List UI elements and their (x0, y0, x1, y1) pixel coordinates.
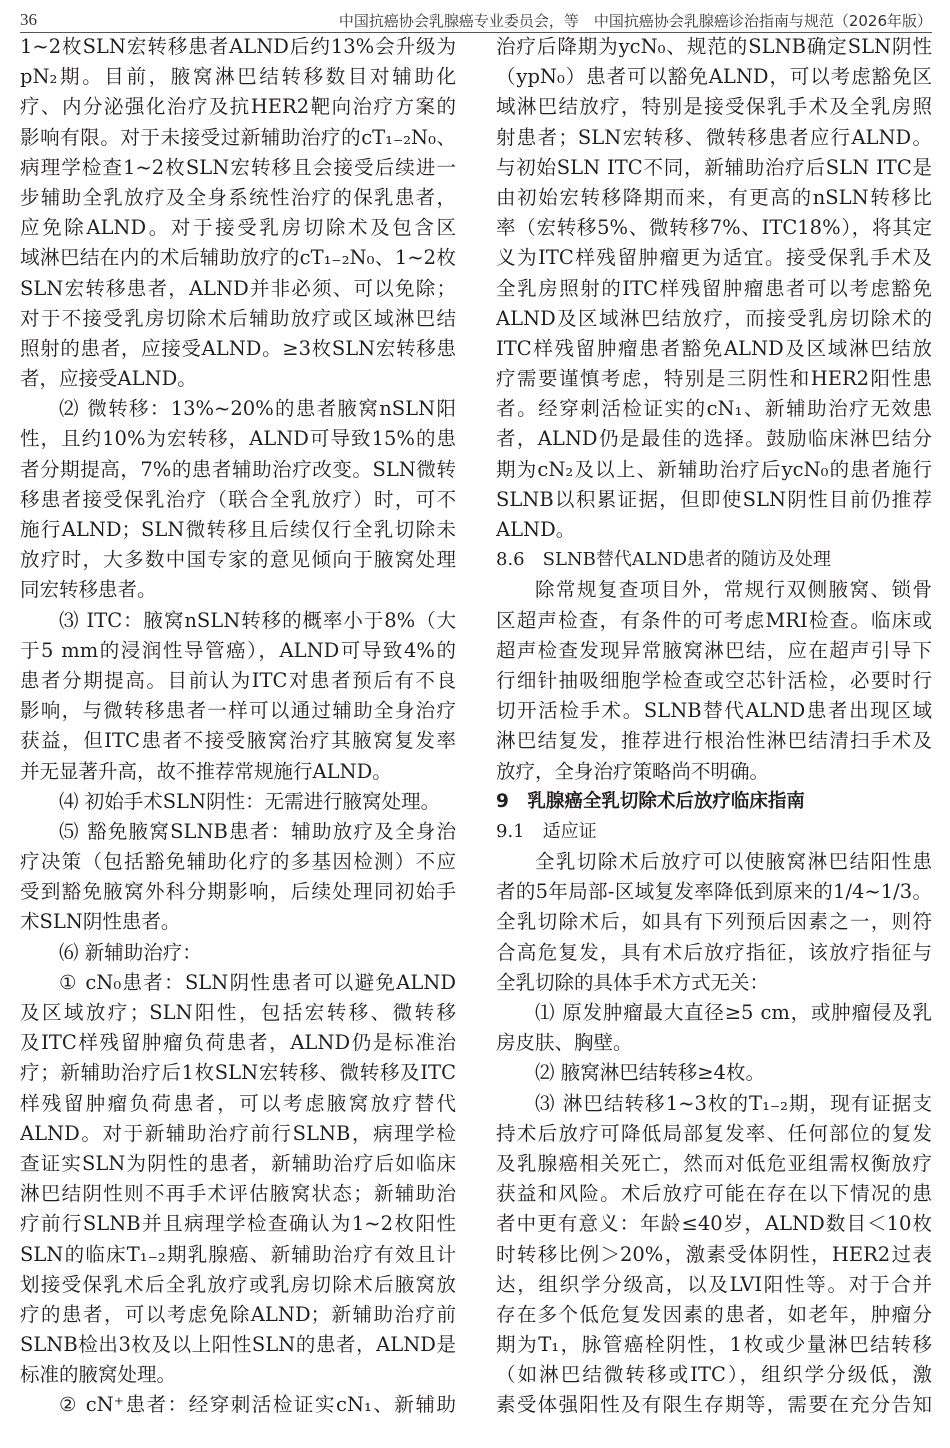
text-line: SLN的临床T₁₋₂期乳腺癌、新辅助治疗有效且计 (20, 1242, 456, 1266)
running-header (20, 6, 932, 33)
text-line: 行细针抽吸细胞学检查或空芯针活检，必要时行 (496, 668, 932, 692)
text-line: ⑹ 新辅助治疗： (59, 940, 202, 964)
text-line: 获益，但ITC患者不接受腋窝治疗其腋窝复发率 (20, 729, 456, 753)
text-line: 及乳腺癌相关死亡，然而对低危亚组需权衡放疗 (496, 1151, 932, 1175)
text-line: ⑶ 淋巴结转移1~3枚的T₁₋₂期，现有证据支 (535, 1091, 932, 1115)
text-line: 淋巴结阴性则不再手术评估腋窝状态；新辅助治 (20, 1182, 456, 1206)
text-line: 放疗，全身治疗策略尚不明确。 (496, 759, 770, 783)
text-line: ② cN⁺患者：经穿刺活检证实cN₁、新辅助 (59, 1393, 456, 1417)
text-line: ① cN₀患者：SLN阴性患者可以避免ALND (59, 970, 456, 994)
text-line: 及ITC样残留肿瘤负荷患者，ALND仍是标准治 (20, 1031, 456, 1055)
text-line: 全乳切除的具体手术方式无关： (496, 970, 770, 994)
text-line: 获益和风险。术后放疗可能在存在以下情况的患 (496, 1182, 932, 1206)
text-line: 超声检查发现异常腋窝淋巴结，应在超声引导下 (496, 638, 932, 662)
text-line: ⑷ 初始手术SLN阴性：无需进行腋窝处理。 (59, 789, 441, 813)
subsection-heading: 9.1 适应证 (496, 820, 597, 842)
text-line: 患者分期提高。目前认为ITC对患者预后有不良 (20, 668, 456, 692)
text-line: 域淋巴结放疗，特别是接受保乳手术及全乳房照 (496, 95, 932, 119)
text-line: 于5 mm的浸润性导管癌），ALND可导致4%的 (20, 638, 456, 662)
text-line: 者。经穿刺活检证实的cN₁、新辅助治疗无效患 (496, 397, 932, 421)
text-line: 病理学检查1~2枚SLN宏转移且会接受后续进一 (20, 155, 456, 179)
text-line: 标准的腋窝处理。 (20, 1363, 177, 1387)
text-line: 合高危复发，具有术后放疗指征，该放疗指征与 (496, 940, 932, 964)
page-number: 36 (20, 10, 37, 29)
text-line: 全乳房照射的ITC样残留肿瘤患者可以考虑豁免 (496, 276, 932, 300)
text-line: 区超声检查，有条件的可考虑MRI检查。临床或 (496, 608, 932, 632)
text-line: 时转移比例＞20%，激素受体阴性，HER2过表 (496, 1242, 932, 1266)
text-line: 术SLN阴性患者。 (20, 910, 181, 934)
subsection-heading: 8.6 SLNB替代ALND患者的随访及处理 (496, 549, 832, 571)
text-line: 者，应接受ALND。 (20, 367, 197, 391)
text-line: SLNB以积累证据，但即使SLN阴性目前仍推荐 (496, 487, 932, 511)
text-line: 移患者接受保乳治疗（联合全乳放疗）时，可不 (20, 487, 456, 511)
text-line: 者中更有意义：年龄≤40岁，ALND数目＜10枚 (496, 1212, 932, 1236)
text-line: ⑴ 原发肿瘤最大直径≥5 cm，或肿瘤侵及乳 (535, 1001, 932, 1024)
text-line: 者，ALND仍是最佳的选择。鼓励临床淋巴结分 (496, 427, 932, 451)
right-column (496, 32, 932, 1421)
text-line: 放疗时，大多数中国专家的意见倾向于腋窝处理 (20, 548, 456, 572)
text-line: 期为cN₂及以上、新辅助治疗后ycN₀的患者施行 (496, 457, 932, 481)
text-line: 与初始SLN ITC不同，新辅助治疗后SLN ITC是 (496, 155, 932, 179)
text-line: 划接受保乳术后全乳放疗或乳房切除术后腋窝放 (20, 1272, 456, 1296)
text-line: 义为ITC样残留肿瘤更为适宜。接受保乳手术及 (496, 246, 932, 270)
text-line: pN₂期。目前，腋窝淋巴结转移数目对辅助化 (20, 65, 456, 89)
running-title: 中国抗癌协会乳腺癌专业委员会，等 中国抗癌协会乳腺癌诊治指南与规范（2026年版） (338, 12, 932, 30)
text-line: 施行ALND；SLN微转移且后续仅行全乳切除未 (20, 518, 456, 541)
text-line: 1~2枚SLN宏转移患者ALND后约13%会升级为 (20, 35, 456, 58)
text-line: ⑶ ITC：腋窝nSLN转移的概率小于8%（大 (59, 608, 456, 632)
text-line: 者分期提高，7%的患者辅助治疗改变。SLN微转 (20, 457, 456, 481)
text-line: 房皮肤、胸壁。 (496, 1031, 633, 1055)
text-line: 疗、内分泌强化治疗及抗HER2靶向治疗方案的 (20, 95, 456, 119)
text-line: 样残留肿瘤负荷患者，可以考虑腋窝放疗替代 (20, 1091, 456, 1115)
text-line: ALND及区域淋巴结放疗，而接受乳房切除术的 (496, 306, 932, 330)
text-line: SLN宏转移患者，ALND并非必须、可以免除； (20, 276, 456, 300)
text-line: SLNB检出3枚及以上阳性SLN的患者，ALND是 (20, 1333, 456, 1357)
text-line: 疗前行SLNB并且病理学检查确认为1~2枚阳性 (20, 1212, 456, 1236)
text-line: 疗决策（包括豁免辅助化疗的多基因检测）不应 (20, 850, 456, 874)
text-line: 由初始宏转移降期而来，有更高的nSLN转移比 (496, 185, 932, 209)
text-line: 疗的患者，可以考虑免除ALND；新辅助治疗前 (20, 1302, 456, 1326)
text-line: 对于不接受乳房切除术后辅助放疗或区域淋巴结 (20, 306, 456, 330)
text-line: 同宏转移患者。 (20, 578, 157, 602)
text-line: 持术后放疗可降低局部复发率、任何部位的复发 (496, 1121, 932, 1145)
text-line: 域淋巴结在内的术后辅助放疗的cT₁₋₂N₀、1~2枚 (20, 246, 456, 270)
text-line: ALND。 (496, 518, 576, 541)
text-line: 存在多个低危复发因素的患者，如老年，肿瘤分 (496, 1302, 932, 1326)
text-line: 并无显著升高，故不推荐常规施行ALND。 (20, 759, 392, 783)
text-line: （ypN₀）患者可以豁免ALND，可以考虑豁免区 (496, 65, 932, 89)
text-line: 全乳切除术后，如具有下列预后因素之一，则符 (496, 910, 932, 934)
text-line: ITC样残留肿瘤患者豁免ALND及区域淋巴结放 (496, 336, 932, 360)
text-line: 达，组织学分级高，以及LVI阳性等。对于合并 (496, 1272, 932, 1296)
text-line: 除常规复查项目外，常规行双侧腋窝、锁骨 (535, 578, 932, 602)
text-line: 应免除ALND。对于接受乳房切除术及包含区 (20, 216, 456, 240)
text-line: 射患者；SLN宏转移、微转移患者应行ALND。 (496, 125, 932, 149)
text-line: 疗；新辅助治疗后1枚SLN宏转移、微转移及ITC (20, 1061, 456, 1085)
text-line: 疗需要谨慎考虑，特别是三阴性和HER2阳性患 (496, 367, 932, 391)
text-line: 切开活检手术。SLNB替代ALND患者出现区域 (496, 699, 932, 723)
text-line: 受到豁免腋窝外科分期影响，后续处理同初始手 (20, 880, 456, 904)
text-line: ⑵ 微转移：13%~20%的患者腋窝nSLN阳 (59, 397, 456, 421)
text-line: 素受体强阳性及有限生存期等，需要在充分告知 (496, 1393, 932, 1417)
text-line: ⑵ 腋窝淋巴结转移≥4枚。 (535, 1061, 765, 1085)
text-line: 期为T₁，脉管癌栓阴性，1枚或少量淋巴结转移 (496, 1333, 932, 1357)
text-line: 性，且约10%为宏转移，ALND可导致15%的患 (20, 427, 456, 451)
text-line: 查证实SLN为阴性的患者，新辅助治疗后如临床 (20, 1151, 456, 1175)
text-line: ALND。对于新辅助治疗前行SLNB，病理学检 (20, 1121, 456, 1145)
text-line: 影响，与微转移患者一样可以通过辅助全身治疗 (20, 699, 456, 723)
text-line: 治疗后降期为ycN₀、规范的SLNB确定SLN阴性 (496, 35, 932, 58)
text-line: 步辅助全乳放疗及全身系统性治疗的保乳患者， (20, 185, 456, 209)
text-line: （如淋巴结微转移或ITC），组织学分级低，激 (496, 1363, 932, 1387)
text-line: 及区域放疗；SLN阳性，包括宏转移、微转移 (20, 1001, 456, 1024)
section-heading: 9 乳腺癌全乳切除术后放疗临床指南 (496, 790, 805, 812)
text-line: 影响有限。对于未接受过新辅助治疗的cT₁₋₂N₀、 (20, 125, 456, 149)
text-line: 照射的患者，应接受ALND。≥3枚SLN宏转移患 (20, 336, 456, 360)
text-line: 率（宏转移5%、微转移7%、ITC18%），将其定 (496, 216, 932, 240)
text-line: 全乳切除术后放疗可以使腋窝淋巴结阳性患 (535, 850, 932, 874)
text-line: 淋巴结复发，推荐进行根治性淋巴结清扫手术及 (496, 729, 932, 753)
left-column (20, 32, 456, 1421)
text-line: 者的5年局部-区域复发率降低到原来的1/4~1/3。 (496, 880, 932, 904)
text-line: ⑸ 豁免腋窝SLNB患者：辅助放疗及全身治 (59, 819, 456, 843)
